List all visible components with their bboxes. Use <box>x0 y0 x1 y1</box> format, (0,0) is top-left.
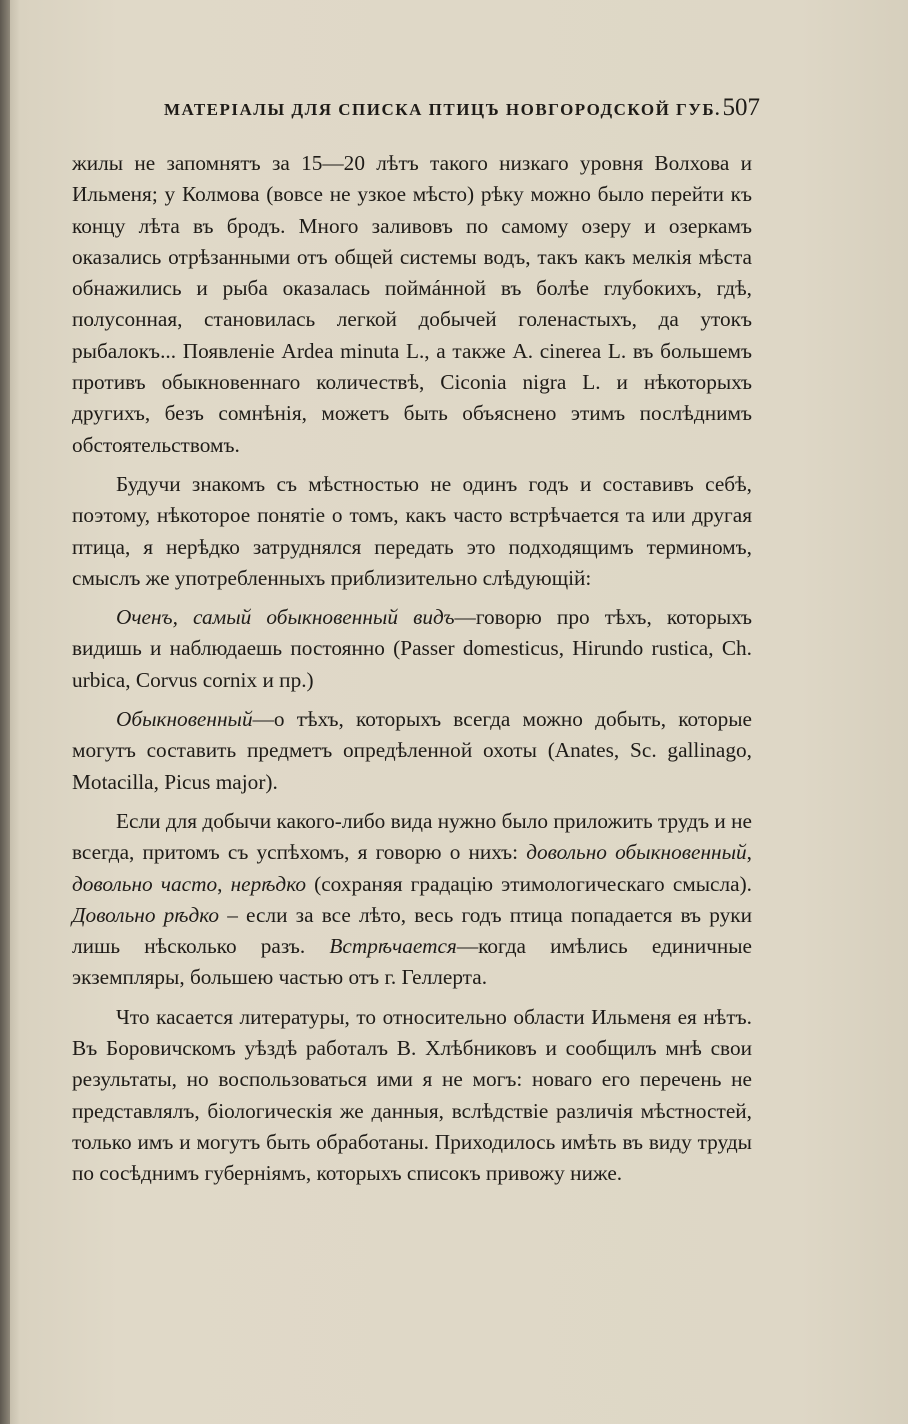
page-number: 507 <box>722 94 760 121</box>
paragraph-5 <box>72 1002 752 1190</box>
text-segment: Будучи знакомъ съ мѣстностью не одинъ годъ и составивъ себѣ, поэтому, нѣкоторое понятіе о томъ, какъ часто встрѣчается та или другая птица, я нерѣдко затруднялся передать это подходящимъ терминомъ, смыслъ же употребленныхъ приблизительно слѣдующій: <box>72 471 752 590</box>
text-segment: , <box>746 840 752 865</box>
text-segment: Что касается литературы, то относительно области Ильменя ея нѣтъ. Въ Боровичскомъ уѣздѣ работалъ В. Хлѣбниковъ и сообщилъ мнѣ свои результаты, но воспользоваться ими я не могъ: новаго его перечень не представлялъ, біологическія же данныя, вслѣдствіе различія мѣстностей, только имъ и могутъ быть обработаны. Приходилось имѣть въ виду труды по сосѣднимъ губерніямъ, которыхъ списокъ привожу ниже. <box>72 1004 752 1186</box>
text-segment: – если за все лѣто, весь годъ птица попадается въ руки лишь нѣсколько разъ. <box>72 902 752 959</box>
text-segment: —о тѣхъ, которыхъ всегда можно добыть, которые могутъ составить предметъ опредѣленной охоты (Anates, Sc. gallinago, Motacilla, Picus major). <box>72 707 752 794</box>
italic-term: Обыкновенный <box>116 707 253 732</box>
book-binding-edge <box>0 0 10 1424</box>
text-segment: , <box>217 871 231 896</box>
italic-term: Оченъ, самый обыкновенный видъ <box>116 605 455 630</box>
body-text <box>72 148 752 1190</box>
italic-term: Довольно рѣдко <box>72 902 220 927</box>
paragraph-4 <box>72 806 752 994</box>
paragraph-2 <box>72 602 752 696</box>
italic-term: Встрѣчается <box>329 934 457 959</box>
paragraph-3 <box>72 704 752 798</box>
text-segment: Если для добычи какого-либо вида нужно было приложить трудъ и не всегда, притомъ съ успѣхомъ, я говорю о нихъ: <box>72 808 752 865</box>
text-segment: —когда имѣлись единичные экземпляры, большею частью отъ г. Геллерта. <box>72 934 752 990</box>
text-segment: (сохраняя градацію этимологическаго смысла). <box>306 871 753 896</box>
page-header <box>140 94 760 124</box>
text-segment: жилы не запомнятъ за 15—20 лѣтъ такого низкаго уровня Волхова и Ильменя; у Колмова (вовсе не узкое мѣсто) рѣку можно было перейти къ концу лѣта въ бродъ. Много заливовъ по самому озеру и озеркамъ оказались отрѣзанными отъ общей системы водъ, такъ какъ мелкія мѣста обнажились и рыба оказалась поймáнной въ болѣе глубокихъ, гдѣ, полусонная, становилась легкой добычей голенастыхъ, да утокъ рыбалокъ... Появленіе Ardea minuta L., а также A. cinerea L. въ большемъ противъ обыкновеннаго количествѣ, Ciconia nigra L. и нѣкоторыхъ другихъ, безъ сомнѣнія, можетъ быть объяснено этимъ послѣднимъ обстоятельствомъ. <box>72 151 752 457</box>
italic-term: довольно часто <box>72 871 218 896</box>
running-title: МАТЕРІАЛЫ ДЛЯ СПИСКА ПТИЦЪ НОВГОРОДСКОЙ ГУБ. <box>164 100 721 119</box>
paragraph-1 <box>72 469 752 594</box>
text-segment: —говорю про тѣхъ, которыхъ видишь и наблюдаешь постоянно (Passer domesticus, Hirundo rustica, Ch. urbica, Corvus cornix и пр.) <box>72 605 753 692</box>
paragraph-0 <box>72 148 752 461</box>
italic-term: нерѣдко <box>230 871 307 896</box>
italic-term: довольно обыкновенный <box>526 840 747 865</box>
